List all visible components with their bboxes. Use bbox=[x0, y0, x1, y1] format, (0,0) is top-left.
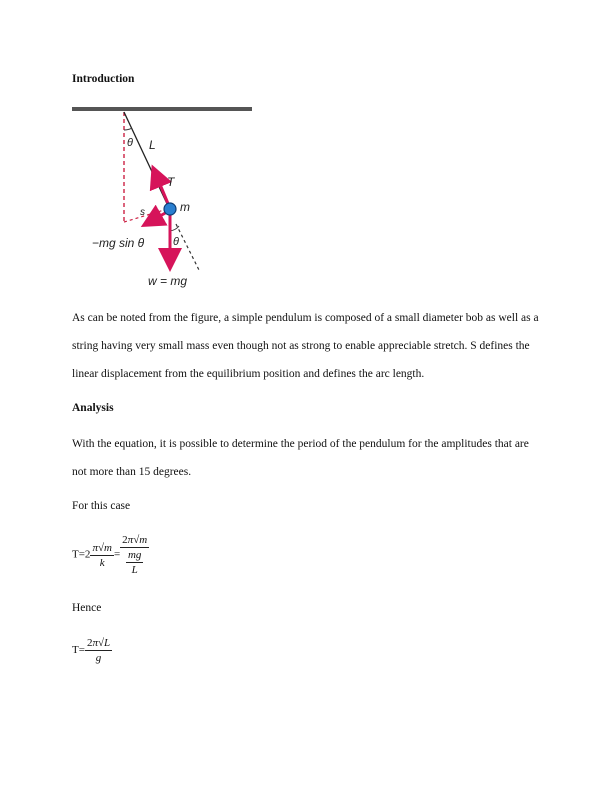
arc-s-label: s bbox=[140, 207, 145, 218]
analysis-paragraph: With the equation, it is possible to determine the period of the pendulum for the amplitudes that are not more than 15 degrees. bbox=[72, 438, 529, 478]
eq1-equals: = bbox=[113, 548, 121, 561]
tension-label: T bbox=[167, 175, 175, 189]
pendulum-bob bbox=[164, 203, 176, 215]
period-equation-2 bbox=[72, 637, 112, 664]
pendulum-figure bbox=[72, 104, 254, 294]
theta-bottom-label: θ bbox=[173, 236, 179, 248]
length-label: L bbox=[149, 138, 156, 152]
string-extension bbox=[176, 224, 200, 272]
eq2-fraction: $\frac{2\pi√L}{g}$ bbox=[86, 637, 111, 664]
eq2-lhs: T= bbox=[72, 644, 85, 657]
intro-heading: Introduction bbox=[72, 73, 135, 85]
analysis-heading: Analysis bbox=[72, 402, 114, 414]
weight-label: w = mg bbox=[148, 274, 188, 288]
theta-arc-top bbox=[124, 128, 132, 130]
restoring-force-vector bbox=[146, 212, 167, 224]
theta-top-label: θ bbox=[127, 137, 133, 149]
eq1-lhs: T=2 bbox=[72, 548, 91, 561]
ceiling-bar bbox=[72, 107, 252, 111]
hence-text: Hence bbox=[72, 602, 102, 614]
for-this-case-text: For this case bbox=[72, 500, 131, 512]
restoring-force-label: −mg sin θ bbox=[92, 236, 145, 250]
mass-label: m bbox=[180, 200, 190, 214]
intro-paragraph: As can be noted from the figure, a simple pendulum is composed of a small diameter bob as well as a string having very small mass even though not as strong to enable appreciable stretch. S defines the linear displacement from the equilibrium position and defines the arc length. bbox=[72, 312, 539, 380]
eq1-fraction-2: $\frac{2\pi√m}{\frac{mg}{L}}$ bbox=[122, 534, 148, 576]
period-equation-1 bbox=[72, 534, 149, 576]
eq1-fraction-1: $\frac{\pi√m}{k}$ bbox=[92, 541, 112, 569]
